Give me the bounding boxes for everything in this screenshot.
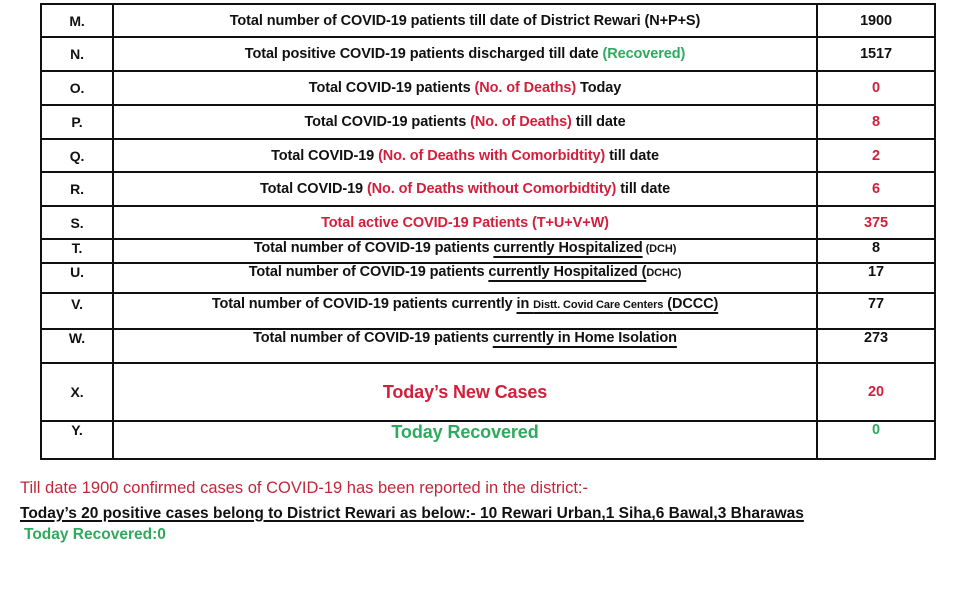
row-description-part: Today Recovered xyxy=(391,422,539,442)
row-value: 6 xyxy=(817,172,935,206)
row-code: N. xyxy=(41,37,113,71)
row-description-part: Total positive COVID-19 patients discharged till date xyxy=(244,46,603,62)
row-description-part: currently Hospitalized xyxy=(493,240,643,256)
footer-confirmed-cases-note: Till date 1900 confirmed cases of COVID-19 has been reported in the district:- xyxy=(20,479,589,497)
table-row xyxy=(41,4,935,37)
row-description xyxy=(113,172,817,206)
row-description-part: Total active COVID-19 Patients (T+U+V+W) xyxy=(321,214,609,231)
row-value: 0 xyxy=(817,71,935,105)
row-value: 2 xyxy=(817,139,935,172)
row-description-part: till date xyxy=(571,114,626,130)
row-description-part: currently in Home Isolation xyxy=(492,330,677,346)
row-value: 17 xyxy=(817,263,935,293)
row-description-part: currently Hospitalized ( xyxy=(488,264,647,280)
row-description xyxy=(113,263,817,293)
table-row xyxy=(41,71,935,105)
row-description xyxy=(113,105,817,139)
row-description xyxy=(113,71,817,105)
row-description xyxy=(113,363,817,421)
row-description xyxy=(113,421,817,459)
row-code: P. xyxy=(41,105,113,139)
row-code: O. xyxy=(41,71,113,105)
table-row xyxy=(41,139,935,172)
row-description xyxy=(113,139,817,172)
row-description-part: DCHC) xyxy=(646,267,682,279)
row-value: 1517 xyxy=(817,37,935,71)
row-code: W. xyxy=(41,329,113,363)
row-value: 0 xyxy=(817,421,935,459)
row-code: Y. xyxy=(41,421,113,459)
row-code: Q. xyxy=(41,139,113,172)
row-description-part: (No. of Deaths) xyxy=(470,114,572,130)
row-description-part: till date xyxy=(605,147,659,164)
row-description-part: Total COVID-19 patients xyxy=(304,114,471,130)
row-description-part: Total COVID-19 xyxy=(259,181,367,197)
table-row xyxy=(41,105,935,139)
table-row xyxy=(41,363,935,421)
row-description-part: Today xyxy=(576,80,622,96)
table-row xyxy=(41,172,935,206)
row-description-part: (Recovered) xyxy=(602,46,686,62)
row-description-part: Total COVID-19 xyxy=(271,147,379,164)
row-description-part: Total number of COVID-19 patients xyxy=(253,240,494,256)
row-description-part: Total number of COVID-19 patients xyxy=(253,330,493,346)
row-description xyxy=(113,37,817,71)
row-code: V. xyxy=(41,293,113,329)
row-description-part: (DCCC) xyxy=(663,296,719,312)
table-row xyxy=(41,206,935,239)
row-description-part: (No. of Deaths without Comorbidtity) xyxy=(366,181,617,197)
row-code: R. xyxy=(41,172,113,206)
covid-status-table xyxy=(40,3,936,460)
row-description-part: Distt. Covid Care Centers xyxy=(533,299,664,311)
table-row xyxy=(41,421,935,459)
row-description-part: Total number of COVID-19 patients xyxy=(248,264,489,280)
footer-today-recovered: Today Recovered:0 xyxy=(24,526,166,543)
row-description xyxy=(113,206,817,239)
table-row xyxy=(41,239,935,263)
row-description-part: Today’s New Cases xyxy=(382,381,548,402)
row-code: U. xyxy=(41,263,113,293)
row-description-part: in xyxy=(516,296,534,312)
footer-positive-cases-breakdown: Today’s 20 positive cases belong to District Rewari as below:- 10 Rewari Urban,1 Siha,6 Bawal,3 Bharawas xyxy=(20,505,804,522)
row-description xyxy=(113,239,817,263)
row-code: X. xyxy=(41,363,113,421)
row-description-part: (No. of Deaths) xyxy=(474,80,577,96)
row-description xyxy=(113,293,817,329)
row-code: M. xyxy=(41,4,113,37)
row-code: S. xyxy=(41,206,113,239)
row-description-part: (No. of Deaths with Comorbidtity) xyxy=(378,147,606,164)
row-description-part: Total number of COVID-19 patients till date of District Rewari (N+P+S) xyxy=(229,12,701,29)
row-value: 77 xyxy=(817,293,935,329)
row-value: 1900 xyxy=(817,4,935,37)
table-row xyxy=(41,293,935,329)
row-value: 375 xyxy=(817,206,935,239)
row-description-part: Total number of COVID-19 patients currently xyxy=(211,296,517,312)
table-row xyxy=(41,37,935,71)
row-value: 8 xyxy=(817,105,935,139)
row-description-part: Total COVID-19 patients xyxy=(308,80,475,96)
row-description-part: till date xyxy=(616,181,671,197)
row-description xyxy=(113,329,817,363)
row-value: 20 xyxy=(817,363,935,421)
table-row xyxy=(41,263,935,293)
row-description xyxy=(113,4,817,37)
row-code: T. xyxy=(41,239,113,263)
row-value: 8 xyxy=(817,239,935,263)
row-value: 273 xyxy=(817,329,935,363)
row-description-part: (DCH) xyxy=(642,243,677,255)
table-row xyxy=(41,329,935,363)
